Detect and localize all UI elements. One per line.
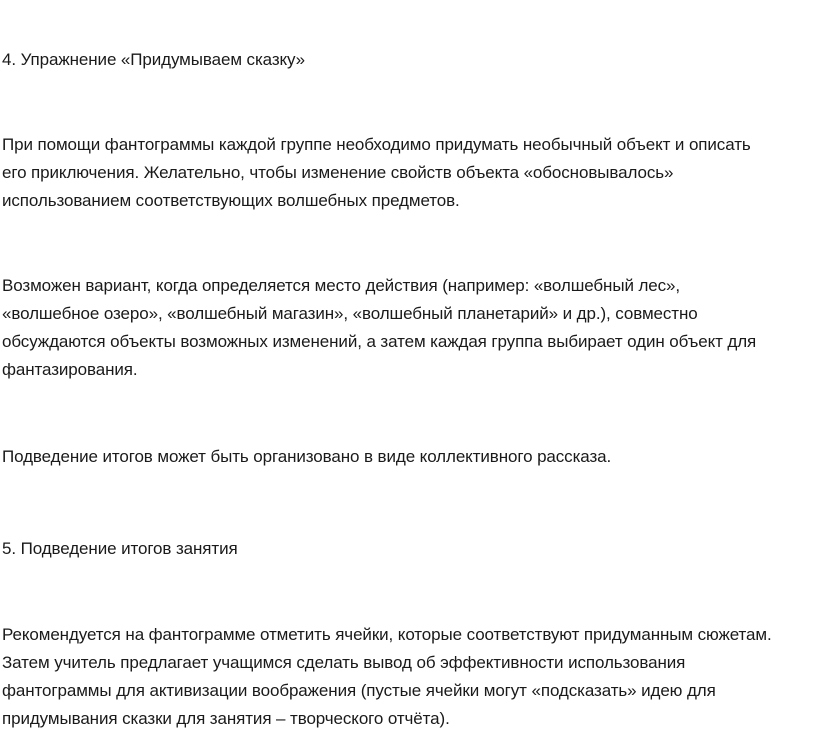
paragraph-4-line-3: фантограммы для активизации воображения (пустые ячейки могут «подсказать» идею для xyxy=(2,681,716,700)
paragraph-1-line-3: использованием соответствующих волшебных предметов. xyxy=(2,191,460,210)
paragraph-2-line-3: обсуждаются объекты возможных изменений, а затем каждая группа выбирает один объект для xyxy=(2,332,757,351)
paragraph-2-line-4: фантазирования. xyxy=(2,360,138,379)
paragraph-4-line-1: Рекомендуется на фантограмме отметить ячейки, которые соответствуют придуманным сюжетам. xyxy=(2,625,772,644)
paragraph-1-line-2: его приключения. Желательно, чтобы изменение свойств объекта «обосновывалось» xyxy=(2,163,674,182)
section-5-heading: 5. Подведение итогов занятия xyxy=(2,539,238,558)
paragraph-2-line-2: «волшебное озеро», «волшебный магазин», «волшебный планетарий» и др.), совместно xyxy=(2,304,698,323)
section-4-heading: 4. Упражнение «Придумываем сказку» xyxy=(2,50,305,69)
paragraph-2-line-1: Возможен вариант, когда определяется место действия (например: «волшебный лес», xyxy=(2,276,681,295)
paragraph-4-line-2: Затем учитель предлагает учащимся сделать вывод об эффективности использования xyxy=(2,653,686,672)
paragraph-4-line-4: придумывания сказки для занятия – творческого отчёта). xyxy=(2,709,450,728)
paragraph-1-line-1: При помощи фантограммы каждой группе необходимо придумать необычный объект и описать xyxy=(2,135,751,154)
paragraph-3-line-1: Подведение итогов может быть организовано в виде коллективного рассказа. xyxy=(2,447,612,466)
